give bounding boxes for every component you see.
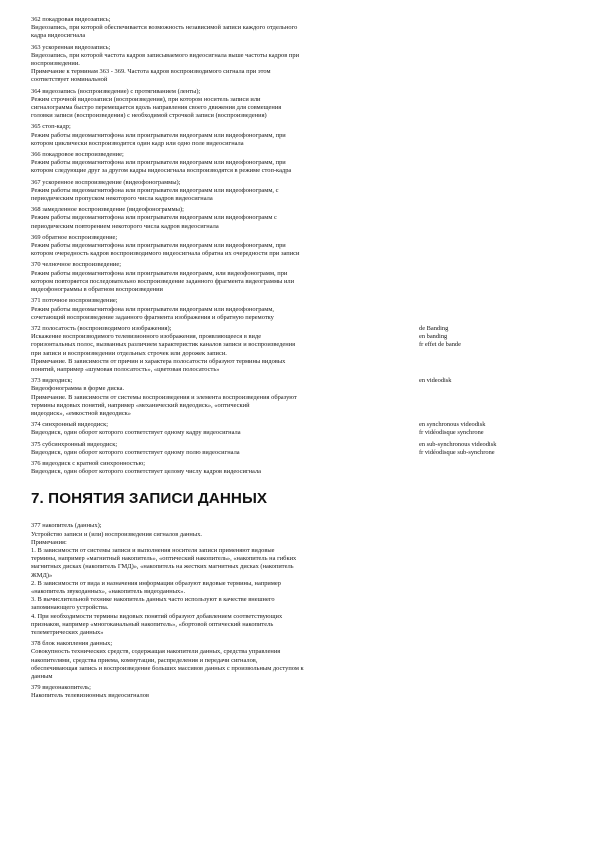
definition-line: кадра видеосигнала [31, 32, 86, 40]
definition-line: Примечание к терминам 363 - 369. Частота кадров воспроизводимого сигнала при этом [31, 68, 271, 76]
term-entry [31, 421, 571, 437]
term-entry [31, 44, 571, 85]
definition-line: 1. В зависимости от системы записи и выполнения носителя записи применяют видовые [31, 546, 275, 554]
definition-line: Режим работы видеомагнитофона или проигрывателя видеограмм или видеофонограмм, при [31, 242, 286, 250]
term-definition [31, 306, 571, 322]
term-entry [31, 151, 571, 176]
term-definition [31, 385, 571, 418]
term-entry [31, 16, 571, 41]
definition-line: Видеодиск, один оборот которого соответствует целому числу кадров видеосигнала [31, 468, 262, 476]
definition-line: воспроизведении. [31, 60, 80, 68]
term-entry [31, 640, 571, 681]
term-title: 363 ускоренная видеозапись; [31, 43, 111, 51]
term-entry [31, 234, 571, 259]
term-title: 365 стоп-кадр; [31, 123, 71, 131]
term-entry [31, 377, 571, 418]
foreign-term: fr vidéodisque sub-synchrone [419, 448, 495, 456]
term-definition [31, 692, 571, 700]
term-entry [31, 441, 571, 457]
term-definition [31, 333, 571, 374]
definition-line: котором очередность кадров воспроизводимого видеосигнала обратна их очередности при записи [31, 250, 300, 258]
definition-line: головки записи (воспроизведения) с необходимой строчкой записи (воспроизведения) [31, 112, 267, 120]
definition-line: Видеозапись, при которой обеспечивается возможность независимой записи каждого отдельного [31, 24, 298, 32]
definition-line: Режим работы видеомагнитофона или проигрывателя видеограмм или видеофонограмм, [31, 305, 275, 313]
definition-line: Примечание. В зависимости от системы воспроизведения и элемента воспроизведения образуют [31, 393, 297, 401]
foreign-term: de Banding [419, 324, 449, 332]
foreign-equivalents [419, 377, 451, 385]
term-entry [31, 297, 571, 322]
definition-line: горизонтальных полос, вызванных различием характеристик каналов записи и воспроизведения [31, 341, 296, 349]
term-entry [31, 522, 571, 637]
term-definition [31, 214, 571, 230]
term-definition [31, 531, 571, 638]
terms-list-after [31, 522, 571, 700]
term-definition [31, 270, 571, 295]
term-entry [31, 179, 571, 204]
definition-line: 4. При необходимости термины видовых понятий образуют добавлением соответствующих [31, 612, 283, 620]
foreign-term: fr effet de bande [419, 341, 461, 349]
term-entry [31, 123, 571, 148]
term-definition [31, 242, 571, 258]
definition-line: понятий, например «шумовая полосатость», «цветовая полосатость» [31, 365, 220, 373]
definition-line: Видеозапись, при которой частота кадров записываемого видеосигнала выше частоты кадров при [31, 51, 300, 59]
definition-line: Устройство записи и (или) воспроизведения сигналов данных. [31, 530, 203, 538]
term-title: 379 видеонакопитель; [31, 684, 91, 692]
definition-line: 3. В вычислительной технике накопитель данных часто используют в качестве внешнего [31, 596, 275, 604]
term-entry [31, 88, 571, 121]
definition-line: Видеодиск, один оборот которого соответствует одному полю видеосигнала [31, 448, 240, 456]
definition-line: Видеодиск, один оборот которого соответствует одному кадру видеосигнала [31, 429, 241, 437]
definition-line: Примечания: [31, 538, 67, 546]
definition-line: Режим работы видеомагнитофона или проигрывателя видеограмм или видеофонограмм, при [31, 131, 286, 139]
definition-line: телеметрических данных» [31, 629, 104, 636]
term-definition [31, 648, 571, 681]
term-title: 375 субсинхронный видеодиск; [31, 440, 118, 448]
definition-line: котором повторяется последовательно воспроизведение заданного фрагмента видеограммы или [31, 277, 295, 285]
definition-line: Совокупность технических средств, содержащая накопители данных, средства управления [31, 648, 281, 656]
term-definition [31, 96, 571, 121]
definition-line: Режим работы видеомагнитофона или проигрывателя видеограмм или видеофонограмм, при [31, 159, 286, 167]
definition-line: сочетающий воспроизведение заданного фрагмента изображения и обратную перемотку [31, 313, 274, 321]
foreign-equivalents [419, 325, 461, 350]
definition-line: Режим строчной видеозаписи (воспроизведения), при котором носитель записи или [31, 95, 261, 103]
definition-line: ЖМД)» [31, 571, 53, 579]
foreign-term: en synchronous videodisk [419, 421, 486, 429]
definition-line: котором следующие друг за другом кадры видеосигнала воспроизводятся в режиме стоп-кадра [31, 167, 292, 175]
foreign-term: en banding [419, 333, 448, 341]
term-entry [31, 460, 571, 476]
term-title: 371 поточное воспроизведение; [31, 297, 118, 305]
definition-line: запоминающего устройства. [31, 604, 109, 612]
definition-line: признаков, например «многоканальный накопитель», «бортовой оптический накопитель [31, 620, 274, 628]
definition-line: сигналограмма быстро перемещается вдоль направления своего движения для совмещения [31, 104, 282, 112]
term-definition [31, 24, 571, 40]
definition-line: Режим работы видеомагнитофона или проигрывателя видеограмм, или видеофонограмм, при [31, 269, 288, 277]
definition-line: 2. В зависимости от вида и назначения информации образуют видовые термины, например [31, 579, 281, 587]
foreign-equivalents [419, 441, 496, 457]
term-entry [31, 261, 571, 294]
definition-line: соответствует номинальной [31, 76, 108, 84]
definition-line: Искажение воспроизводимого телевизионного изображения, проявляющееся в виде [31, 333, 262, 341]
definition-line: магнитных дисках (накопитель ГМД)», «накопитель на жестких магнитных дисках (накопитель [31, 563, 294, 571]
term-title: 370 челночное воспроизведение; [31, 261, 122, 269]
definition-line: Накопитель телевизионных видеосигналов [31, 692, 149, 700]
definition-line: термины, например «магнитный накопитель», «оптический накопитель», «накопитель на гибких [31, 555, 297, 563]
definition-line: «накопитель звукоданных», «накопитель видеоданных». [31, 587, 186, 595]
term-definition [31, 132, 571, 148]
definition-line: накопителями, средства приема, коммутации, распределения и передачи сигналов, [31, 656, 258, 664]
definition-line: при записи и воспроизведении отдельных строчек или дорожек записи. [31, 349, 227, 357]
terms-list-before [31, 16, 571, 476]
document-page [31, 16, 571, 704]
term-title: 377 накопитель (данных); [31, 522, 102, 530]
definition-line: видеодиск», «емкостной видеодиск» [31, 409, 132, 417]
definition-line: периодическим пропуском некоторого числа кадров видеосигнала [31, 195, 213, 203]
definition-line: котором циклически воспроизводится один кадр или одно поле видеосигнала [31, 139, 244, 147]
term-definition [31, 468, 571, 476]
term-title: 362 покадровая видеозапись; [31, 16, 111, 23]
term-title: 368 замедленное воспроизведение (видеофонограммы); [31, 206, 184, 214]
term-title: 378 блок накопления данных; [31, 640, 113, 648]
definition-line: термины видовых понятий, например «механический видеодиск», «оптический [31, 401, 250, 409]
term-entry [31, 684, 571, 700]
definition-line: периодическим повторением некоторого числа кадров видеосигнала [31, 222, 219, 230]
definition-line: видеофонограммы в обратном воспроизведении [31, 286, 163, 294]
term-definition [31, 159, 571, 175]
definition-line: обеспечивающая запись и воспроизведение больших массивов данных с произвольным доступом к [31, 664, 304, 672]
term-title: 366 покадровое воспроизведение; [31, 151, 124, 159]
term-definition [31, 429, 571, 437]
foreign-equivalents [419, 421, 485, 437]
term-title: 374 синхронный видеодиск; [31, 421, 109, 429]
definition-line: Режим работы видеомагнитофона или проигрывателя видеограмм или видеофонограмм, с [31, 186, 279, 194]
term-title: 373 видеодиск; [31, 377, 73, 385]
section-heading: 7. ПОНЯТИЯ ЗАПИСИ ДАННЫХ [31, 490, 268, 508]
term-title: 367 ускоренное воспроизведение (видеофонограммы); [31, 178, 181, 186]
term-entry [31, 206, 571, 231]
foreign-term: en videodisk [419, 377, 452, 385]
foreign-term: en sub-synchronous videodisk [419, 440, 497, 448]
definition-line: Примечание. В зависимости от причин и характера полосатости образуют термины видовых [31, 357, 286, 365]
term-entry [31, 325, 571, 374]
term-definition [31, 52, 571, 85]
foreign-term: fr vidéodisque synchrone [419, 429, 484, 437]
term-title: 372 полосатость (воспроизводимого изображения); [31, 324, 172, 332]
definition-line: Режим работы видеомагнитофона или проигрывателя видеограмм или видеофонограмм с [31, 214, 277, 222]
term-title: 376 видеодиск с кратной синхронностью; [31, 459, 146, 467]
term-title: 364 видеозапись (воспроизведение) с протягиванием (ленты); [31, 87, 201, 95]
definition-line: данным [31, 673, 53, 681]
term-title: 369 обратное воспроизведение; [31, 233, 118, 241]
definition-line: Видеофонограмма в форме диска. [31, 385, 125, 393]
term-definition [31, 187, 571, 203]
